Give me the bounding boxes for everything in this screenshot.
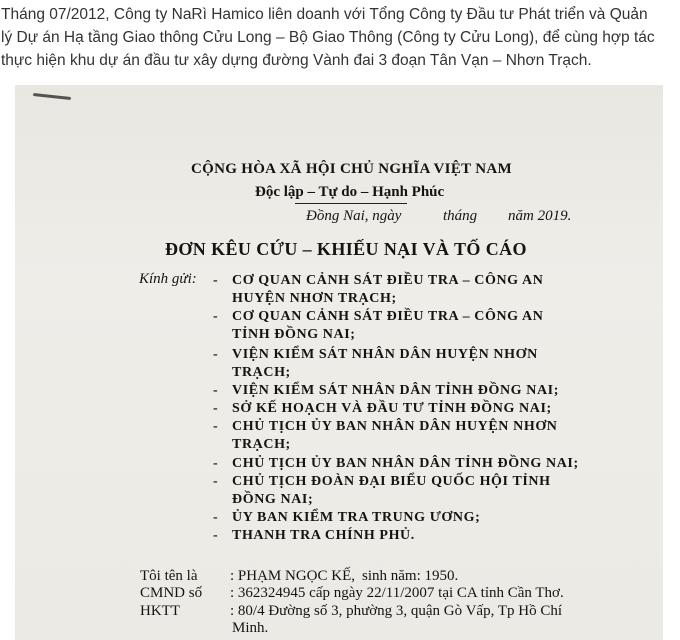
recipient-line: CHỦ TỊCH ĐOÀN ĐẠI BIỂU QUỐC HỘI TỈNH [232, 474, 551, 489]
list-dash: - [213, 347, 218, 362]
national-motto: Độc lập – Tự do – Hạnh Phúc [255, 184, 445, 200]
birth-year: sinh năm: 1950. [362, 568, 459, 584]
id-label: CMND số [140, 585, 203, 601]
list-dash: - [213, 273, 218, 288]
address-value: : 80/4 Đường số 3, phường 3, quận Gò Vấp, Tp Hồ Chí [230, 603, 562, 619]
recipient-line: TRẠCH; [232, 365, 291, 380]
recipient-line: HUYỆN NHƠN TRẠCH; [232, 291, 397, 306]
recipient-line: CƠ QUAN CẢNH SÁT ĐIỀU TRA – CÔNG AN [232, 273, 544, 288]
list-dash: - [213, 474, 218, 489]
article-line: Tháng 07/2012, Công ty NaRì Hamico liên doanh với Tổng Công ty Đầu tư Phát triển và Quản [1, 6, 648, 23]
document-title: ĐƠN KÊU CỨU – KHIẾU NẠI VÀ TỐ CÁO [165, 239, 527, 259]
recipient-line: TỈNH ĐỒNG NAI; [232, 327, 356, 342]
list-dash: - [213, 456, 218, 471]
motto-underline [295, 203, 407, 204]
recipient-line: CHỦ TỊCH ỦY BAN NHÂN DÂN TỈNH ĐỒNG NAI; [232, 456, 579, 471]
list-dash: - [213, 309, 218, 324]
date-month: tháng [443, 208, 478, 224]
list-dash: - [213, 401, 218, 416]
list-dash: - [213, 528, 218, 543]
recipient-line: VIỆN KIỂM SÁT NHÂN DÂN HUYỆN NHƠN [232, 347, 538, 362]
place-date: Đồng Nai, ngày [306, 208, 402, 224]
article-line: lý Dự án Hạ tầng Giao thông Cửu Long – Bộ Giao Thông (Công ty Cửu Long), để cùng hợp tác [1, 29, 655, 46]
document-photo [15, 85, 663, 640]
article-paragraph [1, 3, 671, 72]
list-dash: - [213, 383, 218, 398]
recipient-line: ĐỒNG NAI; [232, 492, 314, 507]
name-value: : PHẠM NGỌC KẾ, [230, 568, 356, 584]
list-dash: - [213, 510, 218, 525]
name-label: Tôi tên là [140, 568, 198, 584]
greeting: Kính gửi: [139, 271, 197, 287]
national-name: CỘNG HÒA XÃ HỘI CHỦ NGHĨA VIỆT NAM [191, 161, 512, 177]
date-year: năm 2019. [508, 208, 572, 224]
recipient-line: CƠ QUAN CẢNH SÁT ĐIỀU TRA – CÔNG AN [232, 309, 544, 324]
address-value-cont: Minh. [232, 620, 269, 636]
address-label: HKTT [140, 603, 180, 619]
recipient-line: ỦY BAN KIỂM TRA TRUNG ƯƠNG; [232, 510, 481, 525]
recipient-line: CHỦ TỊCH ỦY BAN NHÂN DÂN HUYỆN NHƠN [232, 419, 558, 434]
recipient-line: SỞ KẾ HOẠCH VÀ ĐẦU TƯ TỈNH ĐỒNG NAI; [232, 401, 552, 416]
recipient-line: TRẠCH; [232, 437, 291, 452]
list-dash: - [213, 419, 218, 434]
article-line: thực hiện khu dự án đầu tư xây dựng đường Vành đai 3 đoạn Tân Vạn – Nhơn Trạch. [1, 52, 592, 69]
complaint-document [15, 85, 663, 640]
id-value: : 362324945 cấp ngày 22/11/2007 tại CA tỉnh Cần Thơ. [230, 585, 564, 601]
recipient-line: VIỆN KIỂM SÁT NHÂN DÂN TỈNH ĐỒNG NAI; [232, 383, 559, 398]
recipient-line: THANH TRA CHÍNH PHỦ. [232, 528, 415, 543]
